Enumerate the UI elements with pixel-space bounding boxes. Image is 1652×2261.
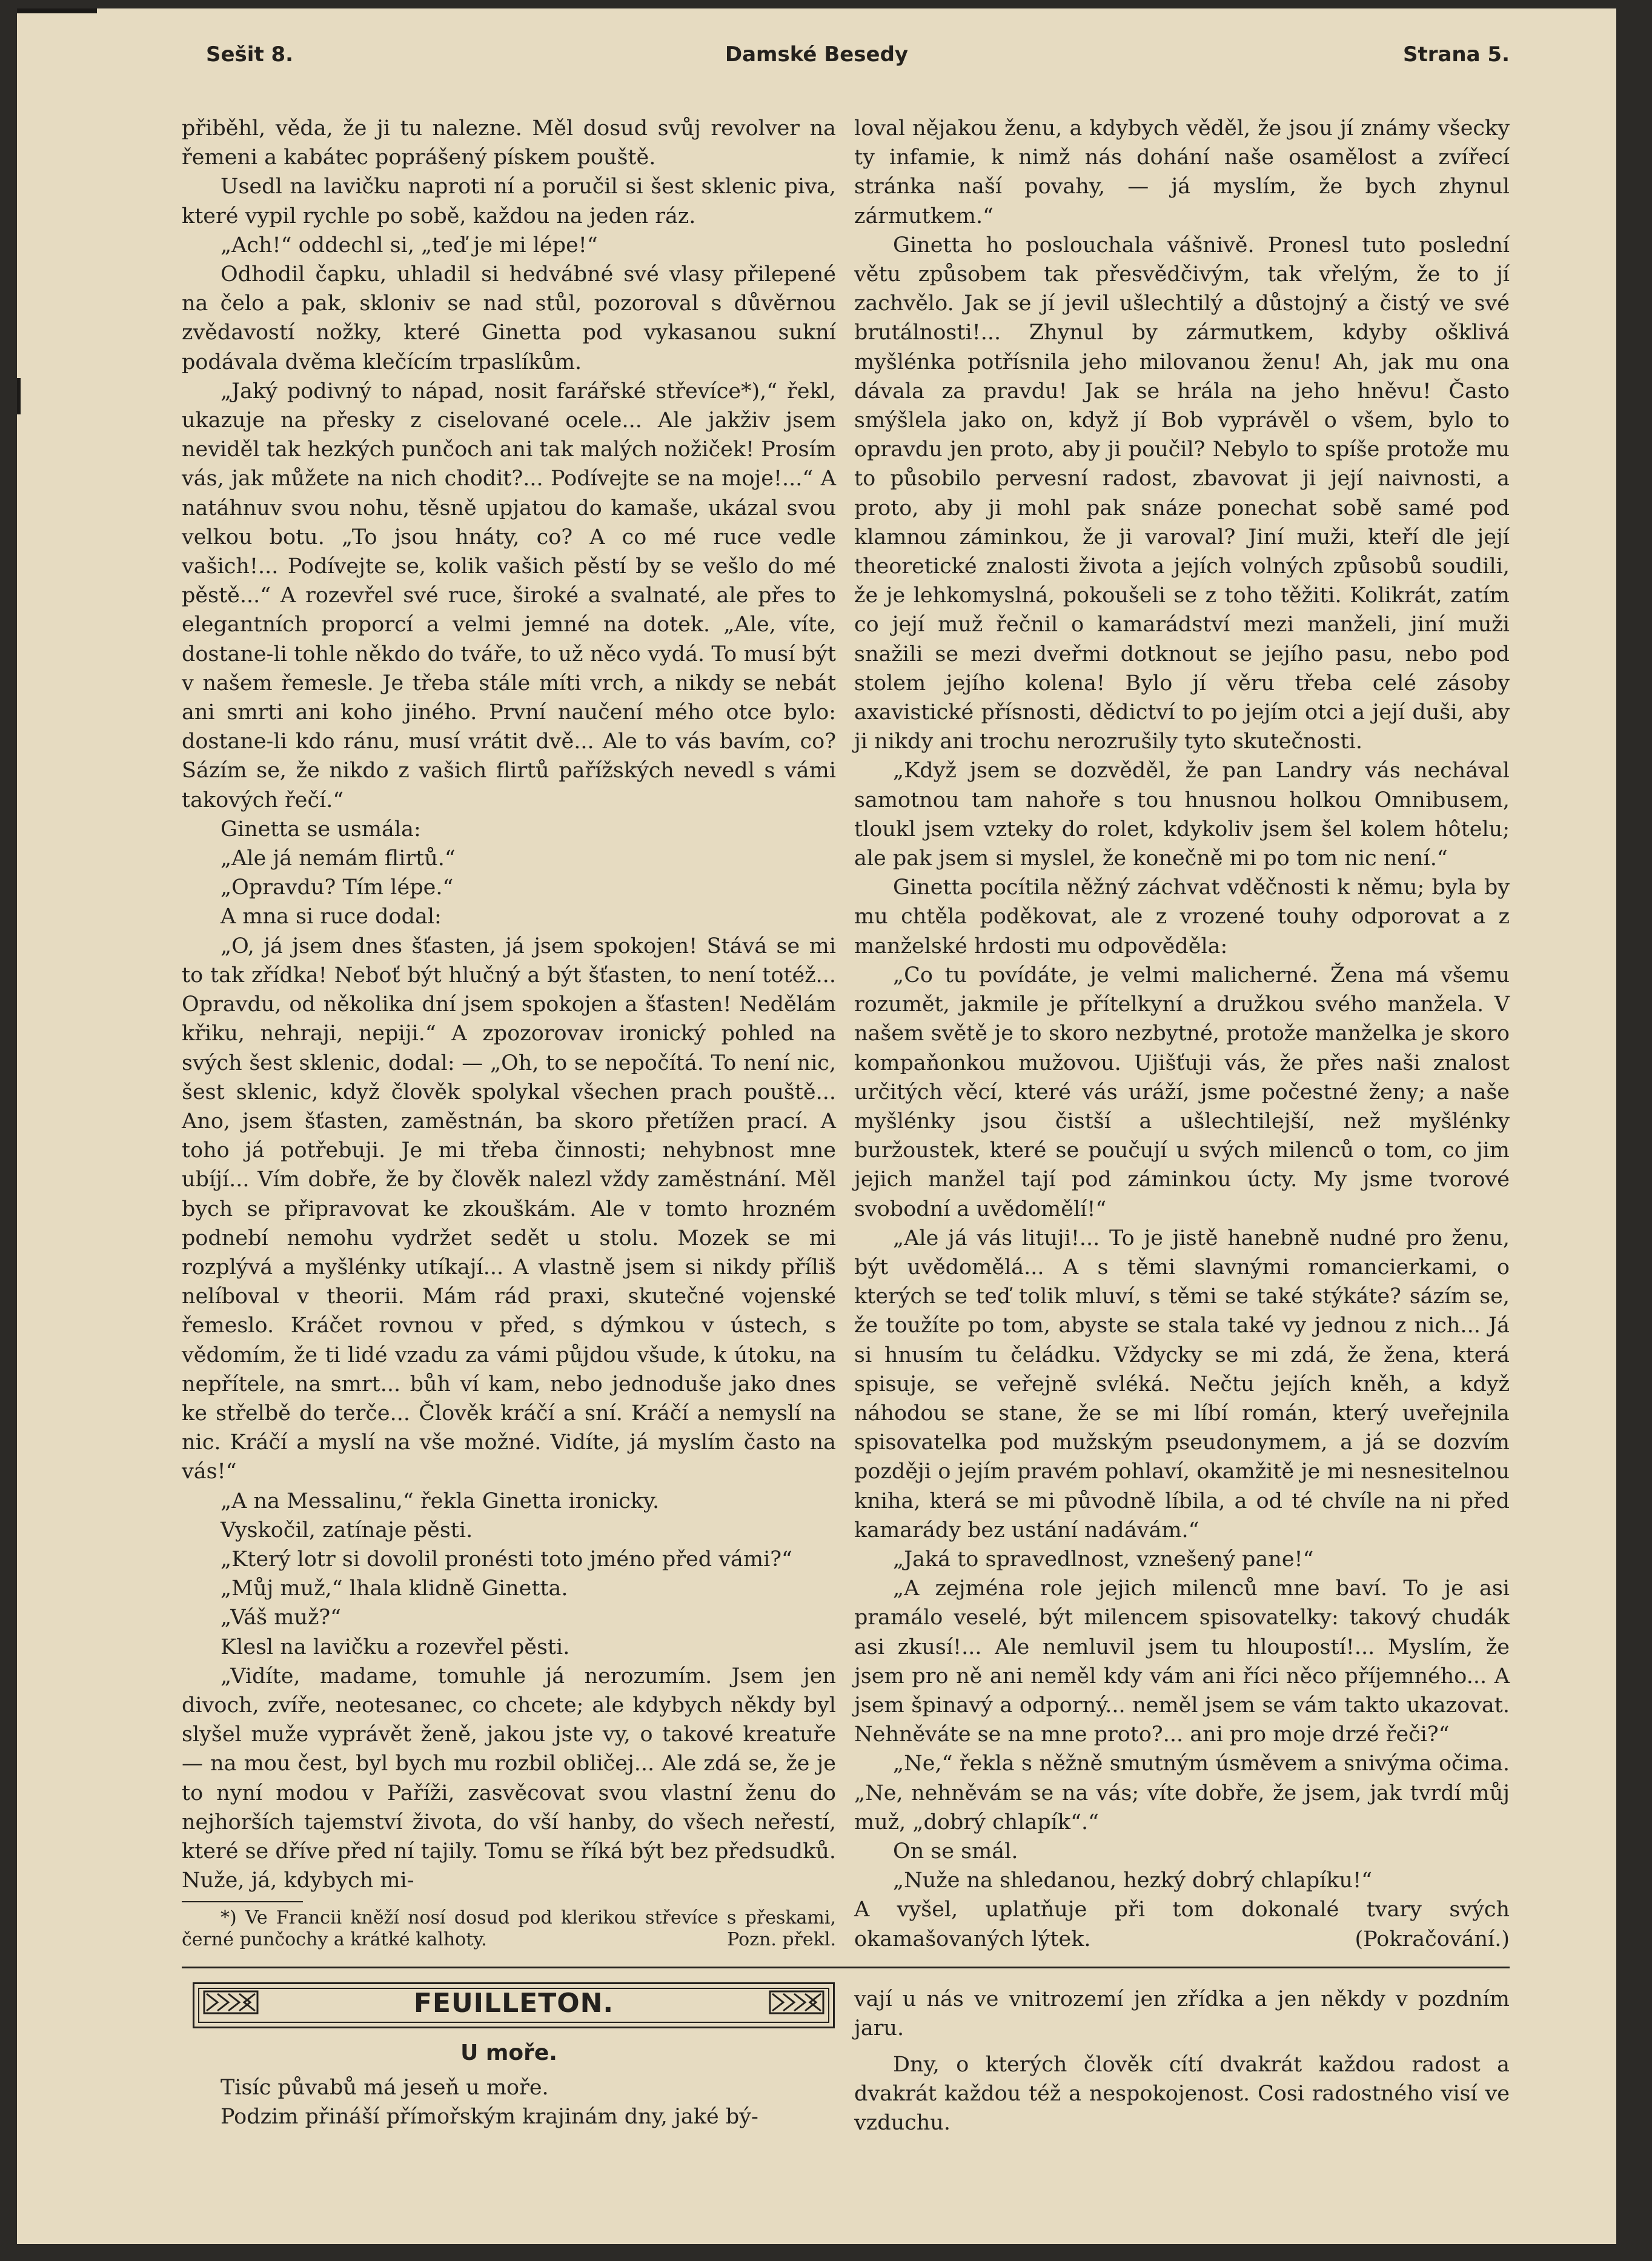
paragraph: Tisíc půvabů má jeseň u moře. (221, 2076, 549, 2100)
section-divider (182, 1967, 1510, 1968)
paragraph: „Jaký podivný to nápad, nosit farářské střevíce*),“ řekl, ukazuje na přesky z ciselované ocele... Ale jakživ jsem neviděl tak hezkých punčoch ani tak malých nožiček! Prosím vás, jak můžete na nich chodit?... Podívejte se na moje!...“ A natáhnuv svou nohu, těsně upjatou do kamaše, ukázal svou velkou botu. „To jsou hnáty, co? A co mé ruce vedle vašich!... Podívejte se, kolik vašich pěstí by se vešlo do mé pěstě...“ A rozevřel své ruce, široké a svalnaté, ale přes to elegantních proporcí a velmi jemné na dotek. „Ale, víte, dostane-li tohle někdo do tváře, to už něco vydá. To musí být v našem řemesle. Je třeba stále míti vrch, a nikdy se nebát ani smrti ani koho jiného. První naučení mého otce bylo: dostane-li kdo ránu, musí vrátit dvě... Ale to vás bavím, co? Sázím se, že nikdo z vašich flirtů pařížských nevedl s vámi takových řečí.“ (182, 379, 836, 812)
newspaper-page (17, 8, 1616, 2244)
magazine-title: Damské Besedy (725, 42, 909, 67)
paragraph: „Váš muž?“ (221, 1605, 342, 1630)
paragraph: Ginetta ho poslouchala vášnivě. Pronesl tuto poslední větu způsobem tak přesvědčivým, tak vřelým, že to jí zachvělo. Jak se jí jevil ušlechtilý a důstojný a čistý ve své brutálnosti!... Zhynul by zármutkem, kdyby ošklivá myšlénka potřísnila jeho milovanou ženu! Ah, jak mu ona dávala za pravdu! Jak se hrála na jeho hněvu! Často smýšlela jako on, když jí Bob vyprávěl o všem, bylo to opravdu jen proto, aby ji poučil? Nebylo to spíše protože mu to působilo pervesní radost, zbavovat ji její naivnosti, a proto, aby ji mohl pak snáze ponechat sobě samé pod klamnou záminkou, že ji varoval? Jiní muži, kteří dle její theoretické znalosti života a jejích volných způsobů soudili, že je lehkomyslná, pokoušeli se z toho těžiti. Kolikrát, zatím co její muž řečnil o kamarádství mezi manželi, jiní muži snažili se mezi dveřmi dotknout se jejího pasu, nebo pod stolem jejího kolena! Bylo jí věru třeba celé zásoby axavistické přísnosti, dědictví to po jejím otci a její duši, aby ji nikdy ani trochu nerozrušily tyto skutečnosti. (854, 233, 1510, 754)
paragraph: Dny, o kterých člověk cítí dvakrát každou radost a dvakrát každou též a nespokojenost. Cosi radostného visí ve vzduchu. (854, 2053, 1510, 2135)
paragraph: Odhodil čapku, uhladil si hedvábné své vlasy přilepené na čelo a pak, skloniv se nad stůl, pozoroval s důvěrnou zvědavostí nožky, které Ginetta pod vykasanou sukní podávala dvěma klečícím trpaslíkům. (182, 262, 836, 374)
feuilleton-subtitle: U moře. (460, 2040, 557, 2065)
issue-number: Sešit 8. (206, 42, 294, 67)
paragraph: „Jaká to spravedlnost, vznešený pane!“ (893, 1547, 1314, 1572)
footnote-text: *) Ve Francii kněží nosí dosud pod klerikou střevíce s přeskami, černé punčochy a krátké kalhoty. (182, 1907, 836, 1951)
paragraph: „Který lotr si dovolil pronésti toto jméno před vámi?“ (221, 1547, 792, 1572)
paragraph: přiběhl, věda, že ji tu nalezne. Měl dosud svůj revolver na řemeni a kabátec poprášený pískem pouště. (182, 116, 836, 170)
paragraph: On se smál. (893, 1839, 1018, 1864)
paragraph: vají u nás ve vnitrozemí jen zřídka a jen někdy v pozdním jaru. (854, 1987, 1510, 2040)
feuilleton-banner (193, 1982, 835, 2028)
paragraph: „Když jsem se dozvěděl, že pan Landry vás nechával samotnou tam nahoře s tou hnusnou holkou Omnibusem, tloukl jsem vzteky do rolet, kdykoliv jsem šel kolem hôtelu; ale pak jsem si myslel, že konečně mi po tom nic není.“ (854, 759, 1510, 871)
paragraph: „Ach!“ oddechl si, „teď je mi lépe!“ (221, 233, 598, 257)
closing-paragraph (854, 1895, 1510, 1953)
paragraph: „Vidíte, madame, tomuhle já nerozumím. Jsem jen divoch, zvíře, neotesanec, co chcete; ale kdybych někdy byl slyšel muže vyprávět ženě, jakou jste vy, o takové kreatuře — na mou čest, byl bych mu rozbil obličej... Ale zdá se, že je to nyní modou v Paříži, zasvěcovat svou vlastní ženu do nejhorších tajemství života, do vší hanby, do všech neřestí, které se dříve před ní tajily. Tomu se říká být bez předsudků. Nuže, já, kdybych mi- (182, 1664, 836, 1893)
paragraph: „O, já jsem dnes šťasten, já jsem spokojen! Stává se mi to tak zřídka! Neboť být hlučný a být šťasten, to není totéž... Opravdu, od několika dní jsem spokojen a šťasten! Nedělám křiku, nehraji, nepiji.“ A zpozorovav ironický pohled na svých šest sklenic, dodal: — „Oh, to se nepočítá. To není nic, šest sklenic, když člověk spolykal všechen prach pouště... Ano, jsem šťasten, zaměstnán, ba skoro přetížen prací. A toho já potřebuji. Je mi třeba činnosti; nehybnost mne ubíjí... Vím dobře, že by člověk nalezl vždy zaměstnání. Měl bych se připravovat ke zkouškám. Ale v tomto hrozném podnebí nemohu vydržet sedět u stolu. Mozek se mi rozplývá a myšlénky utíkají... A vlastně jsem si nikdy příliš nelíboval v theorii. Mám rád praxi, skutečné vojenské řemeslo. Kráčet rovnou v před, s dýmkou v ústech, s vědomím, že ti lidé vzadu za vámi půjdou všude, k útoku, na nepřítele, na smrt... bůh ví kam, nebo jednoduše jako dnes ke střelbě do terče... Člověk kráčí a sní. Kráčí a nemyslí na nic. Kráčí a myslí na vše možné. Vidíte, já myslím často na vás!“ (182, 934, 836, 1484)
margin-mark (17, 378, 21, 414)
paragraph: „Ale já vás lituji!... To je jistě hanebně nudné pro ženu, být uvědomělá... A s těmi slavnými romancierkami, o kterých se teď tolik mluví, s těmi se také stýkáte? sázím se, že toužíte po tom, abyste se stala také vy jednou z nich... Já si hnusím tu čeládku. Vždycky se mi zdá, že žena, která spisuje, se veřejně svléká. Nečtu jejích kněh, a když náhodou se stane, že se mi líbí román, který uveřejnila spisovatelka pod mužským pseudonymem, a já se dozvím později o jejím pravém pohlaví, okamžitě je mi nesnesitelnou kniha, která se mi původně líbila, a od té chvíle na ni před kamarády bez ustání nadávám.“ (854, 1226, 1510, 1542)
continuation-note: (Pokračování.) (1355, 1927, 1510, 1951)
paragraph: Ginetta pocítila něžný záchvat vděčnosti k němu; byla by mu chtěla poděkovat, ale z vrozené touhy odporovat a z manželské hrdosti mu odpověděla: (854, 875, 1510, 958)
page-header (17, 42, 1616, 79)
footnote-translator-note: Pozn. překl. (727, 1929, 836, 1951)
paragraph: „A na Messalinu,“ řekla Ginetta ironicky. (221, 1489, 660, 1513)
paragraph: „Ale já nemám flirtů.“ (221, 846, 456, 871)
paragraph: loval nějakou ženu, a kdybych věděl, že jsou jí známy všecky ty infamie, k nimž nás dohání naše osamělost a zvířecí stránka naší povahy, — já myslím, že bych zhynul zármutkem.“ (854, 116, 1510, 228)
paragraph: Usedl na lavičku naproti ní a poručil si šest sklenic piva, které vypil rychle po sobě, každou na jeden ráz. (182, 174, 836, 228)
corner-mark (17, 8, 97, 13)
page-number: Strana 5. (1402, 42, 1510, 67)
paragraph: A mna si ruce dodal: (221, 905, 442, 929)
paragraph: Klesl na lavičku a rozevřel pěsti. (221, 1635, 570, 1659)
paragraph: A vyšel, uplatňuje při tom dokonalé tvary svých okamašovaných lýtek. (854, 1897, 1510, 1951)
paragraph: „Opravdu? Tím lépe.“ (221, 875, 454, 900)
paragraph: „Co tu povídáte, je velmi malicherné. Žena má všemu rozumět, jakmile je přítelkyní a družkou svého manžela. V našem světě je to skoro nezbytné, protože manželka je skoro kompaňonkou mužovou. Ujišťuji vás, že přes naši znalost určitých věcí, které vás uráží, jsme počestné ženy; a naše myšlénky jsou čistší a ušlechtilejší, než myšlénky buržoustek, které se poučují u svých milenců o tom, co jim jejich manžel tají pod záminkou úcty. My jsme tvorové svobodní a uvědomělí!“ (854, 963, 1510, 1221)
right-column (854, 114, 1510, 1954)
paragraph: Podzim přináší přímořským krajinám dny, jaké bý- (221, 2105, 758, 2129)
paragraph: „Nuže na shledanou, hezký dobrý chlapíku!“ (893, 1868, 1373, 1893)
left-column (182, 114, 836, 1951)
feuilleton-heading: FEUILLETON. (413, 1988, 614, 2019)
paragraph: „Ne,“ řekla s něžně smutným úsměvem a snivýma očima. „Ne, nehněvám se na vás; víte dobře, že jsem, jak tvrdí můj muž, „dobrý chlapík“.“ (854, 1751, 1510, 1834)
paragraph: Ginetta se usmála: (221, 817, 421, 842)
footnote-rule (182, 1901, 303, 1902)
paragraph: „Můj muž,“ lhala klidně Ginetta. (221, 1576, 568, 1601)
paragraph: „A zejména role jejich milenců mne baví. To je asi pramálo veselé, být milencem spisovatelky: takový chudák asi zkusí!... Ale nemluvil jsem tu hloupostí!... Myslím, že jsem pro ně ani neměl kdy vám ani říci něco příjemného... A jsem špinavý a odporný... neměl jsem se vám takto ukazovat. Nehněváte se na mne proto?... ani pro moje drzé řeči?“ (854, 1576, 1510, 1747)
footnote (182, 1907, 836, 1951)
feuilleton-right-column (854, 1985, 1510, 2145)
paragraph: Vyskočil, zatínaje pěsti. (221, 1518, 473, 1542)
feuilleton-left-column (182, 2073, 836, 2131)
